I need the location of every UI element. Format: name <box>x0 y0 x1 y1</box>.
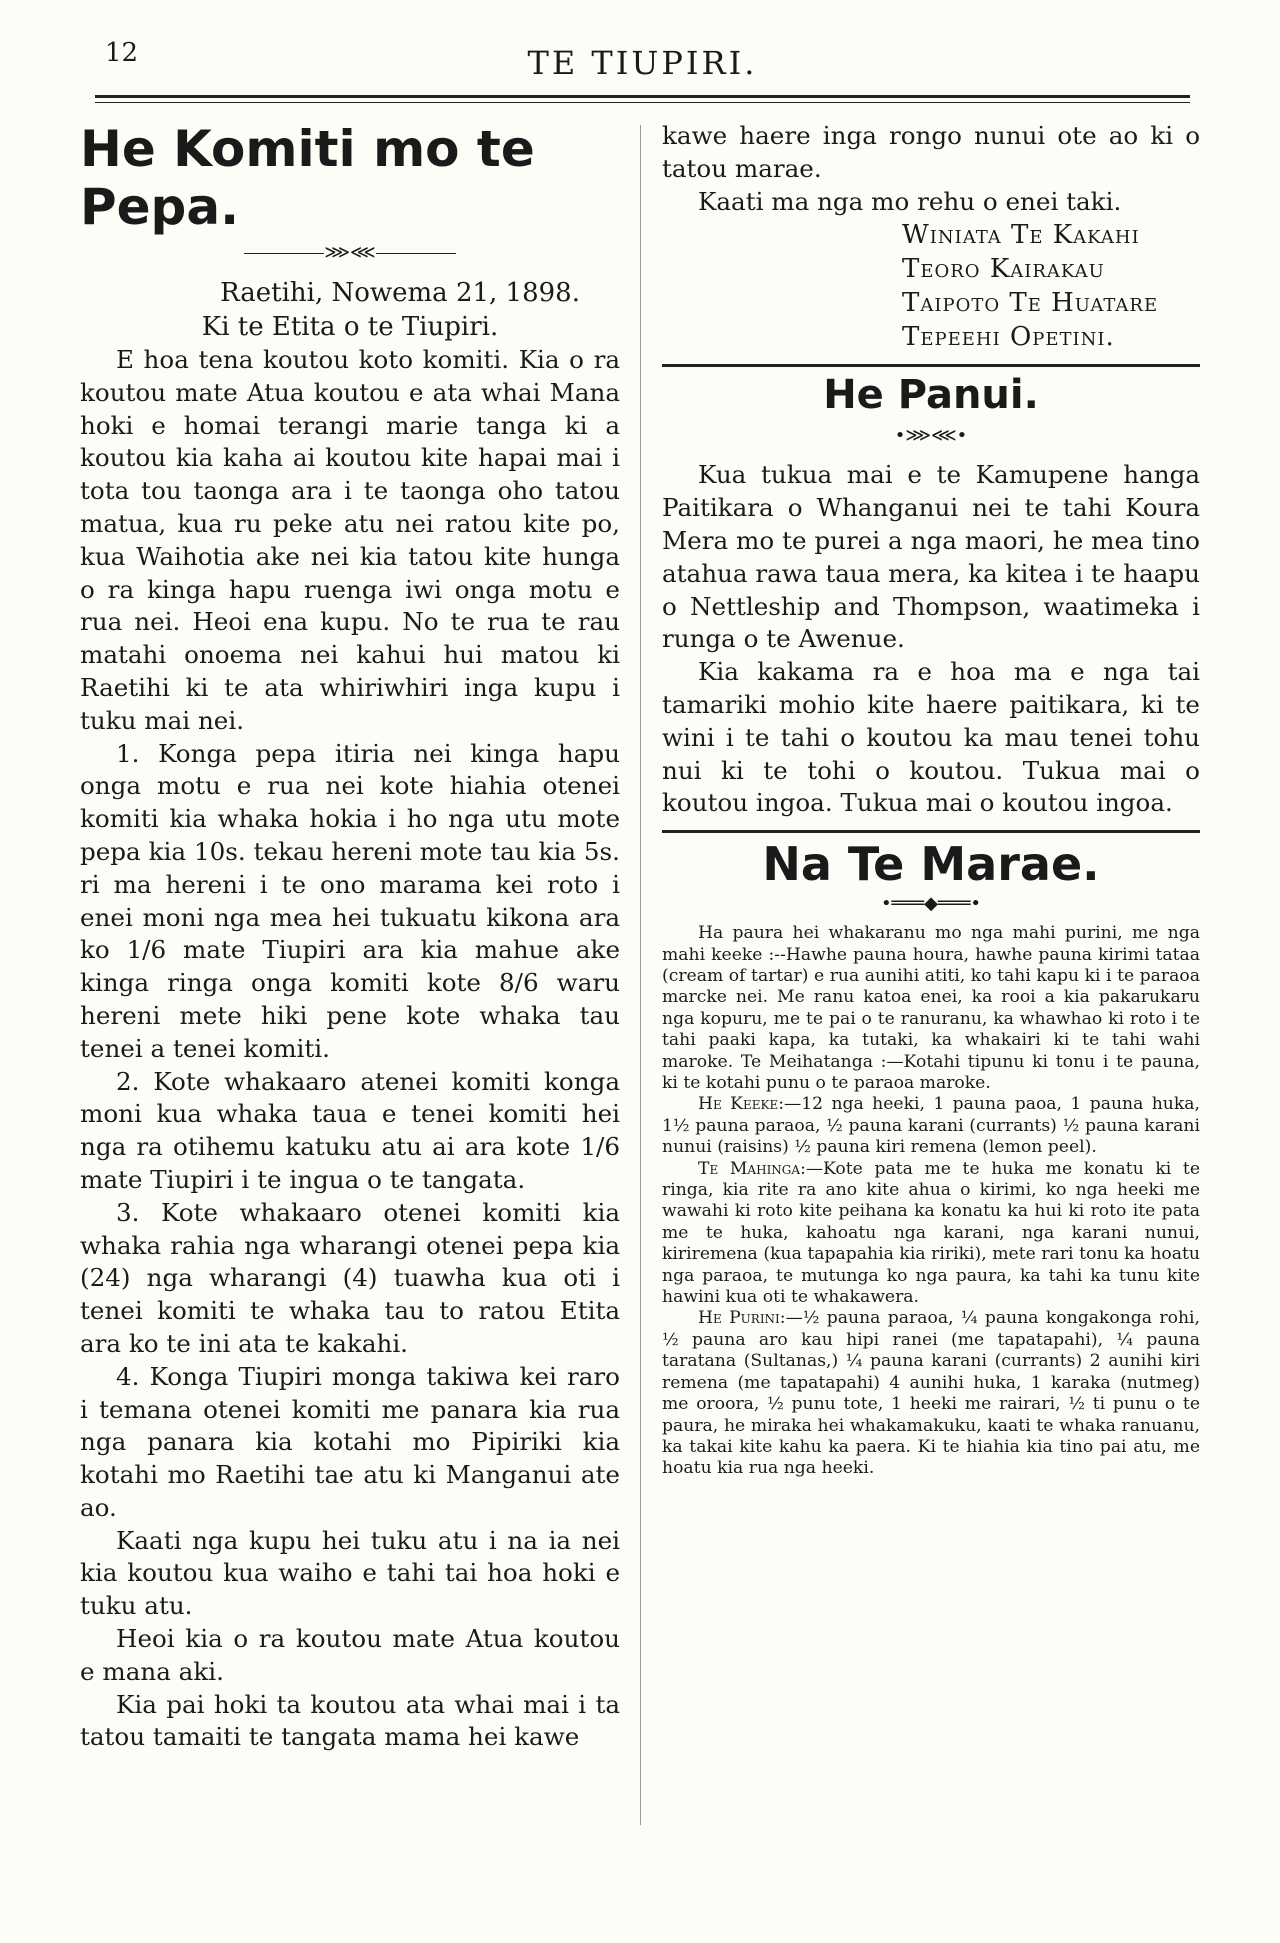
komiti-paragraph-3: 2. Kote whakaaro atenei komiti konga moni kua whaka taua e tenei komiti hei nga ra otihemu katuku atu ai ara kote 1/6 mate Tiupiri i te ingua o te tangata. <box>80 1066 620 1194</box>
komiti-paragraph-1: E hoa tena koutou koto komiti. Kia o ra koutou mate Atua koutou e ata whai Mana hoki e homai terangi marie tanga ki a koutou kia kaha ai koutou kite hapai mai i tota tou taonga ara i te taonga oho tatou matua, kua ru peke atu nei ratou kite po, kua Waihotia ake nei kia tatou kite hunga o ra kinga hapu ruenga iwi onga motu e rua nei. Heoi ena kupu. No te rua te rau matahi onoema nei kahui hui matou ki Raetihi ki te ata whiriwhiri inga kupu i tuku mai nei. <box>80 345 620 735</box>
purini-paragraph <box>662 1308 1200 1479</box>
komiti-paragraph-5: 4. Konga Tiupiri monga takiwa kei raro i temana otenei komiti me panara kia rua nga panara kia kotahi mo Pipiriki kia kotahi mo Raetihi tae atu ki Manganui ate ao. <box>80 1361 620 1522</box>
panui-ornament: •⋙⋘• <box>894 425 968 447</box>
komiti-paragraph-2: 1. Konga pepa itiria nei kinga hapu onga motu e rua nei kote hiahia otenei komiti kia whaka hokia i ho nga utu mote pepa kia 10s. tekau hereni mote tau kia 5s. ri ma hereni i te ono marama kei roto i enei moni nga mea hei tukuatu kikona ara ko 1/6 mate Tiupiri ara kia mahue ake kinga ringa onga komiti kote 8/6 waru hereni mete hiki pene kote whaka tau tenei a tenei komiti. <box>80 738 620 1063</box>
running-title: TE TIUPIRI. <box>527 44 758 82</box>
panui-heading: He Panui. <box>823 372 1039 419</box>
komiti-paragraph-7: Heoi kia o ra koutou mate Atua koutou e mana aki. <box>80 1624 620 1686</box>
signatory-2: Teoro Kairakau <box>902 254 1105 285</box>
signatory-3: Taipoto Te Huatare <box>902 288 1159 319</box>
section-rule-1 <box>662 364 1200 367</box>
komiti-paragraph-8: Kia pai hoki ta koutou ata whai mai i ta tatou tamaiti te tangata mama hei kawe <box>80 1689 620 1752</box>
purini-text: :—½ pauna paraoa, ¼ pauna kongakonga rohi, ½ pauna aro kau hipi ranei (me tapatapahi), ¼ pauna taratana (Sultanas,) ¼ pauna karani (currants) 2 aunihi kiri remena (me tapatapahi) 4 aunihi huka, 1 karaka (nutmeg) me oroora, ½ punu tote, 1 heeki me rairari, ½ ti punu o te paura, he miraka hei whakamakuku, kaati te whaka ranuanu, ka takai kite kahu ka paera. Ki te hiahia kia tino pai atu, me hoatu kia rua nga heeki. <box>662 1308 1201 1479</box>
komiti-paragraph-6: Kaati nga kupu hei tuku atu i na ia nei kia koutou kua waiho e tahi tai hoa hoki e tuku atu. <box>80 1525 620 1621</box>
dateline: Raetihi, Nowema 21, 1898. <box>220 278 580 308</box>
komiti-heading: He Komiti mo te Pepa. <box>80 120 535 236</box>
keeke-paragraph <box>662 1094 1200 1158</box>
header-rule <box>95 95 1190 98</box>
column-divider <box>640 125 641 1825</box>
header-rule-thin <box>95 102 1190 103</box>
section-rule-2 <box>662 830 1200 833</box>
address-line: Ki te Etita o te Tiupiri. <box>201 312 499 342</box>
komiti-continuation: kawe haere inga rongo nunui ote ao ki o tatou marae. <box>662 121 1200 183</box>
keeke-label: He Keeke <box>698 1094 779 1115</box>
right-column <box>662 120 1200 1480</box>
mahinga-paragraph <box>662 1159 1200 1309</box>
marae-ornament: •═══◆═══• <box>880 893 982 915</box>
panui-paragraph-2: Kia kakama ra e hoa ma e nga tai tamariki mohio kite haere paitikara, ki te wini i te tahi o koutou ka mau tenei tohu nui ki te tohi o koutou. Tukua mai o koutou ingoa. Tukua mai o koutou ingoa. <box>662 657 1200 818</box>
mahinga-label: Te Mahinga <box>698 1158 801 1179</box>
komiti-ornament <box>80 242 620 264</box>
purini-label: He Purini <box>698 1308 780 1329</box>
signatory-1: Winiata Te Kakahi <box>902 220 1140 251</box>
marae-paragraph-1: Ha paura hei whakaranu mo nga mahi purini, me nga mahi keeke :--Hawhe pauna houra, hawhe pauna kirimi tataa (cream of tartar) e rua aunihi atiti, ko tahi kapu ki i te paraoa marcke nei. Me ranu katoa enei, ka rooi a kia pakarukaru nga kopuru, me te pai o te ranuranu, ka whawhao ki roto i te tahi paaki kapa, ka tutaki, ka whakairi ki te tahi wahi maroke. Te Meihatanga :—Kotahi tipunu ki tonu i te pauna, ki te kotahi punu o te paraoa maroke. <box>662 923 1200 1093</box>
keeke-text: :—12 nga heeki, 1 pauna paoa, 1 pauna huka, 1½ pauna paraoa, ½ pauna karani (currants) ½ pauna karani nunui (raisins) ½ pauna kiri remena (lemon peel). <box>662 1094 1200 1158</box>
panui-paragraph-1: Kua tukua mai e te Kamupene hanga Paitikara o Whanganui nei te tahi Koura Mera mo te purei a nga maori, he mea tino atahua rawa taua mera, ka kitea i te haapu o Nettleship and Thompson, waatimeka i runga o te Awenue. <box>662 460 1200 654</box>
mahinga-text: :—Kote pata me te huka me konatu ki te ringa, kia rite ra ano kite ahua o kirimi, ko nga heeki me wawahi ki roto kite peihana ka konatu ka hui ki roto ite pata me te huka, kahoatu nga karani, nga karani nunui, kiriremena (kua tapapahia kia ririki), mete rari tonu ka hoatu nga paraoa, te mutunga ko nga paura, ka tahi ka tunu kite hawini kua oti te whakawera. <box>662 1158 1200 1308</box>
page-header <box>95 34 1190 94</box>
komiti-paragraph-4: 3. Kote whakaaro otenei komiti kia whaka rahia nga wharangi otenei pepa kia (24) nga wharangi (4) tuawha kua oti i tenei komiti te whaka tau to ratou Etita ara ko te ini ata te kakahi. <box>80 1197 620 1358</box>
komiti-closing: Kaati ma nga mo rehu o enei taki. <box>698 186 1122 216</box>
page-number: 12 <box>105 38 139 68</box>
marae-heading: Na Te Marae. <box>762 837 1100 892</box>
ornament-line-right <box>376 253 456 254</box>
left-column <box>80 120 620 1754</box>
signatory-4: Tepeehi Opetini. <box>902 322 1115 353</box>
signatories <box>662 218 1200 354</box>
ornament-line-left <box>244 253 324 254</box>
ornament-glyph: ⋙⋘ <box>324 242 376 263</box>
